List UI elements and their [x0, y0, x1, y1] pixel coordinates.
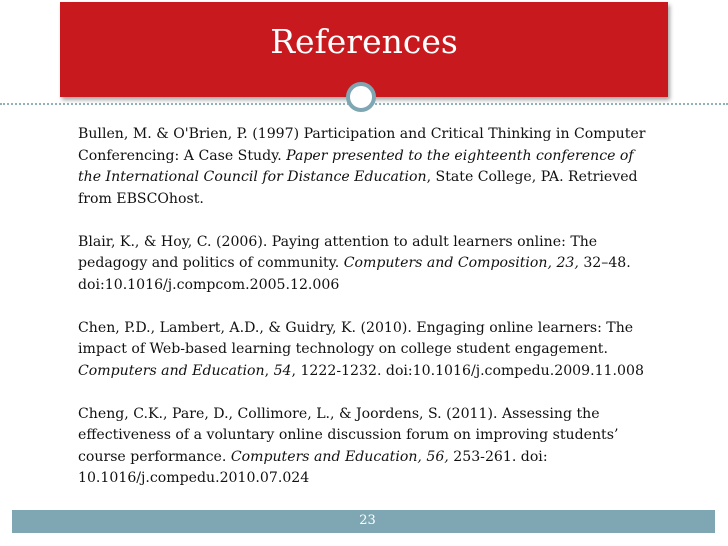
- reference-source: Computers and Composition, 23,: [343, 255, 579, 271]
- reference-entry: [78, 318, 653, 383]
- reference-text: ,: [264, 362, 274, 379]
- reference-entry: [78, 232, 653, 297]
- reference-source: Computers and Education: [78, 362, 265, 379]
- reference-text: 32–48. doi:10.1016/j.compcom.2005.12.006: [78, 255, 631, 293]
- reference-text: 253-261. doi: 10.1016/j.compedu.2010.07.024: [78, 448, 548, 486]
- reference-entry: [78, 404, 653, 490]
- reference-text: Chen, P.D., Lambert, A.D., & Guidry, K. (2010). Engaging online learners: The impact of Web-based learning technology on college student engagement.: [78, 319, 634, 357]
- reference-text: , State College, PA. Retrieved from EBSCOhost.: [78, 169, 638, 207]
- reference-text: , 1222-1232. doi:10.1016/j.compedu.2009.11.008: [291, 362, 644, 379]
- footer-bar: [12, 510, 715, 533]
- slide-title: References: [270, 22, 458, 61]
- page-number: 23: [359, 513, 376, 528]
- reference-text: Cheng, C.K., Pare, D., Collimore, L., & Joordens, S. (2011). Assessing the effectiveness of a voluntary online discussion forum on improving students’ course performance.: [78, 405, 619, 465]
- reference-entry: [78, 124, 653, 210]
- reference-text: Bullen, M. & O'Brien, P. (1997) Participation and Critical Thinking in Computer Conferencing: A Case Study.: [78, 126, 646, 164]
- reference-source: Computers and Education, 56,: [230, 448, 449, 465]
- reference-source: Paper presented to the eighteenth conference of the International Council for Distance Education: [78, 147, 634, 185]
- circle-ornament-icon: [346, 82, 376, 112]
- reference-volume: 54: [273, 362, 292, 379]
- reference-text: Blair, K., & Hoy, C. (2006). Paying attention to adult learners online: The pedagogy and politics of community.: [78, 233, 598, 271]
- references-list: [78, 124, 653, 511]
